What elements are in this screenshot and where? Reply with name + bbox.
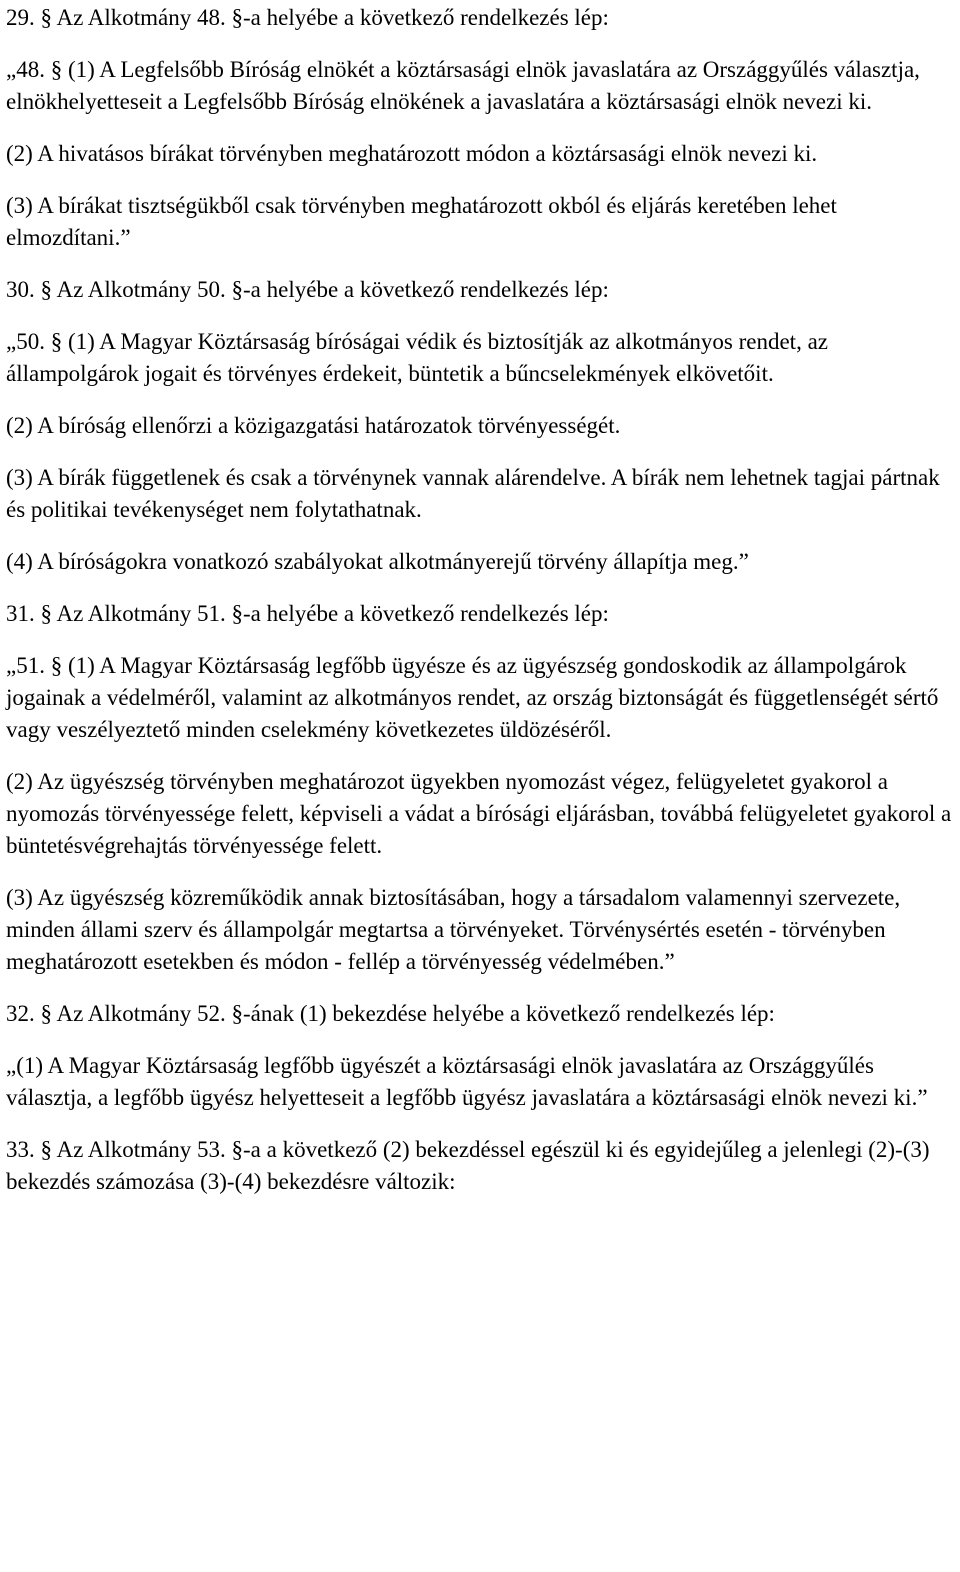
section-51-paragraph-2: (2) Az ügyészség törvényben meghatározot ügyekben nyomozást végez, felügyeletet gyakorol a nyomozás törvényessége felett, képviseli a vádat a bírósági eljárásban, továbbá felügyeletet gyakorol a büntetésvégrehajtás törvényessége felett. (6, 769, 952, 858)
section-48-paragraph-3: (3) A bírákat tisztségükből csak törvényben meghatározott okból és eljárás keretében lehet elmozdítani.” (6, 193, 837, 250)
section-32-heading: 32. § Az Alkotmány 52. §-ának (1) bekezdése helyébe a következő rendelkezés lép: (6, 1001, 775, 1026)
section-48-paragraph-2: (2) A hivatásos bírákat törvényben meghatározott módon a köztársasági elnök nevezi ki. (6, 141, 818, 166)
section-50-paragraph-2: (2) A bíróság ellenőrzi a közigazgatási határozatok törvényességét. (6, 413, 621, 438)
section-50-paragraph-1: „50. § (1) A Magyar Köztársaság bíróságai védik és biztosítják az alkotmányos rendet, az állampolgárok jogait és törvényes érdekeit, büntetik a bűncselekmények elkövetőit. (6, 329, 828, 386)
section-50-paragraph-3: (3) A bírák függetlenek és csak a törvénynek vannak alárendelve. A bírák nem lehetnek tagjai pártnak és politikai tevékenységet nem folytathatnak. (6, 465, 940, 522)
section-33-heading: 33. § Az Alkotmány 53. §-a a következő (2) bekezdéssel egészül ki és egyidejűleg a jelenlegi (2)-(3) bekezdés számozása (3)-(4) bekezdésre változik: (6, 1137, 930, 1194)
section-52-paragraph-1: „(1) A Magyar Köztársaság legfőbb ügyészét a köztársasági elnök javaslatára az Országgyűlés választja, a legfőbb ügyész helyetteseit a legfőbb ügyész javaslatára a köztársasági elnök nevezi ki.” (6, 1053, 928, 1110)
section-51-paragraph-1: „51. § (1) A Magyar Köztársaság legfőbb ügyésze és az ügyészség gondoskodik az állampolgárok jogainak a védelméről, valamint az alkotmányos rendet, az ország biztonságát és függetlenségét sértő vagy veszélyeztető minden cselekmény következetes üldözéséről. (6, 653, 939, 742)
document-page (6, 2, 956, 1202)
section-30-heading: 30. § Az Alkotmány 50. §-a helyébe a következő rendelkezés lép: (6, 277, 609, 302)
section-48-paragraph-1: „48. § (1) A Legfelsőbb Bíróság elnökét a köztársasági elnök javaslatára az Országgyűlés választja, elnökhelyetteseit a Legfelsőbb Bíróság elnökének a javaslatára a köztársasági elnök nevezi ki. (6, 57, 920, 114)
section-29-heading: 29. § Az Alkotmány 48. §-a helyébe a következő rendelkezés lép: (6, 5, 609, 30)
section-31-heading: 31. § Az Alkotmány 51. §-a helyébe a következő rendelkezés lép: (6, 601, 609, 626)
section-51-paragraph-3: (3) Az ügyészség közreműködik annak biztosításában, hogy a társadalom valamennyi szervezete, minden állami szerv és állampolgár megtartsa a törvényeket. Törvénysértés esetén - törvényben meghatározott esetekben és módon - fellép a törvényesség védelmében.” (6, 885, 901, 974)
section-50-paragraph-4: (4) A bíróságokra vonatkozó szabályokat alkotmányerejű törvény állapítja meg.” (6, 549, 749, 574)
